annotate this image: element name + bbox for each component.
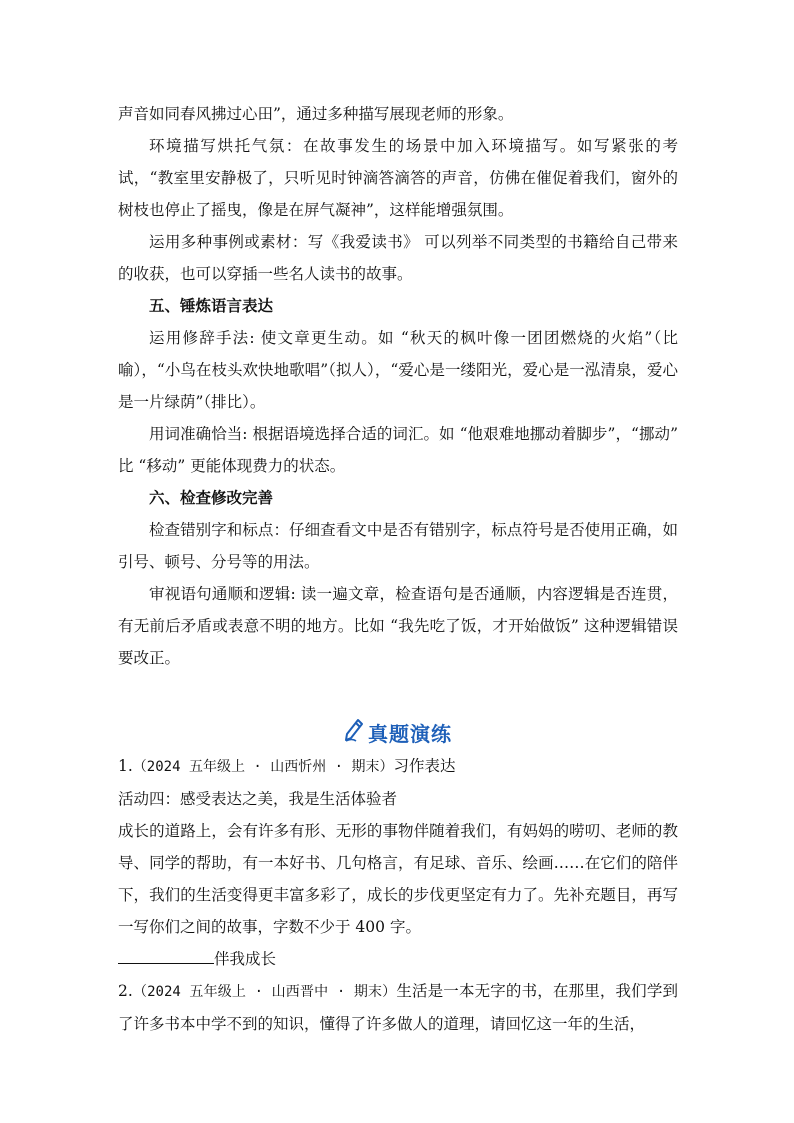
heading-section-6: 六、检查修改完善 [149, 488, 274, 507]
question-1-number: 1. [118, 757, 133, 775]
paragraph-word-choice: 用词准确恰当: 根据语境选择合适的词汇。如 “他艰难地挪动着脚步”，“挪动” 比 “移动” 更能体现费力的状态。 [118, 425, 678, 475]
paragraph-typos: 检查错别字和标点：仔细查看文中是否有错别字，标点符号是否使用正确，如引号、顿号、分号等的用法。 [118, 521, 678, 571]
question-1-source: （2024 五年级上 · 山西忻州 · 期末） [132, 759, 394, 775]
question-1-title-line [118, 943, 678, 975]
question-1-body: 成长的道路上，会有许多有形、无形的事物伴随着我们，有妈妈的唠叨、老师的教导、同学的帮助，有一本好书、几句格言，有足球、音乐、绘画……在它们的陪伴下，我们的生活变得更丰富多彩了，成长的步伐更坚定有力了。先补充题目，再写一写你们之间的故事，字数不少于 400 字。 [118, 822, 678, 936]
title-suffix: 伴我成长 [214, 950, 277, 968]
paragraph-rhetoric: 运用修辞手法: 使文章更生动。如 “秋天的枫叶像一团团燃烧的火焰”（比喻），“小鸟在枝头欢快地歌唱”（拟人），“爱心是一缕阳光，爱心是一泓清泉，爱心是一片绿荫”（排比）。 [118, 329, 678, 411]
practice-title-text: 真题演练 [368, 721, 452, 746]
paragraph-teacher-image: 声音如同春风拂过心田”，通过多种描写展现老师的形象。 [118, 105, 514, 123]
question-1-activity: 活动四：感受表达之美，我是生活体验者 [118, 790, 398, 808]
document-page [118, 98, 678, 1040]
paragraph-environment: 环境描写烘托气氛：在故事发生的场景中加入环境描写。如写紧张的考试，“教室里安静极了，只听见时钟滴答滴答的声音，仿佛在催促着我们，窗外的树枝也停止了摇曳，像是在屏气凝神”，这样能增强氛围。 [118, 137, 678, 219]
paragraph-logic: 审视语句通顺和逻辑: 读一遍文章，检查语句是否通顺，内容逻辑是否连贯，有无前后矛盾或表意不明的地方。比如 “我先吃了饭，才开始做饭” 这种逻辑错误要改正。 [118, 585, 678, 667]
question-2-source: （2024 五年级上 · 山西晋中 · 期末） [132, 984, 397, 1000]
paragraph-materials: 运用多种事例或素材：写《我爱读书》 可以列举不同类型的书籍给自己带来的收获，也可以穿插一些名人读书的故事。 [118, 233, 678, 283]
question-1-type: 习作表达 [393, 757, 456, 775]
question-2-body: 生活是一本无字的书，在那里，我们学到了许多书本中学不到的知识，懂得了许多做人的道理，请回忆这一年的生活， [118, 982, 678, 1033]
question-1-header [118, 750, 678, 783]
heading-section-5: 五、锤炼语言表达 [149, 296, 274, 315]
pencil-icon [344, 718, 364, 746]
question-2 [118, 975, 678, 1040]
question-2-number: 2. [118, 982, 133, 1000]
title-blank[interactable] [118, 945, 214, 964]
practice-title [118, 714, 678, 750]
